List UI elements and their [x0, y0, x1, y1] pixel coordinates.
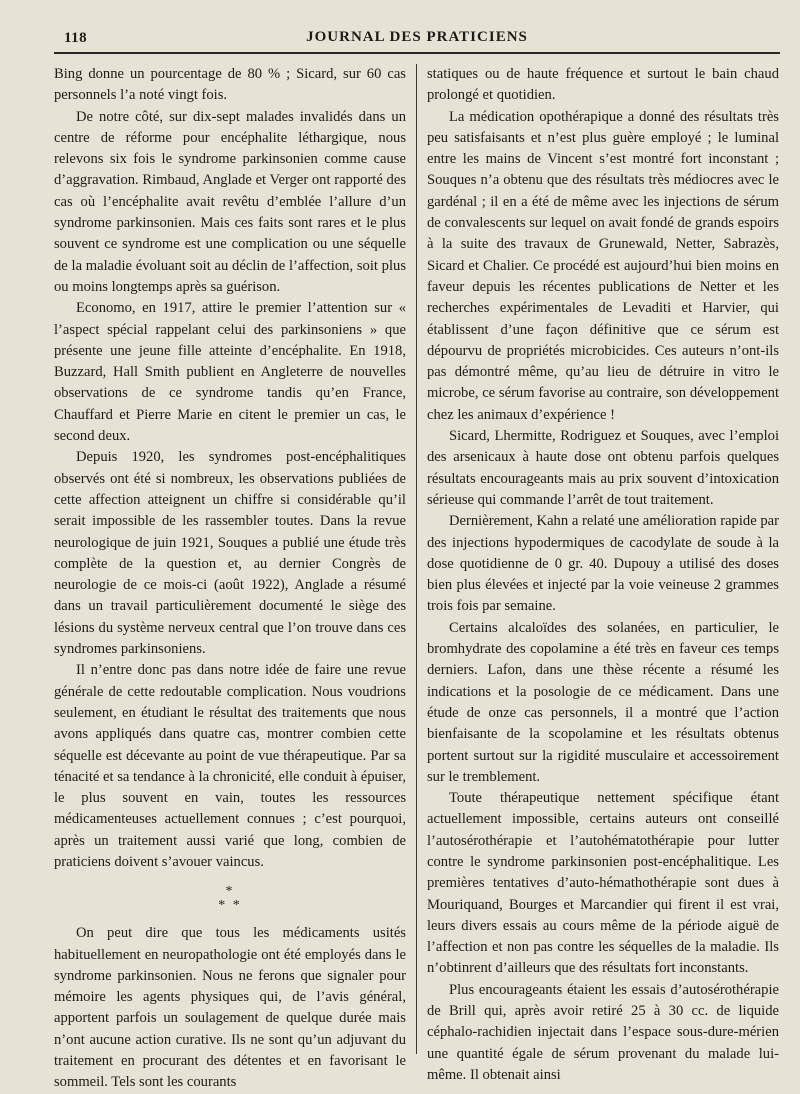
separator-asterisks-bottom: * *	[218, 898, 242, 914]
paragraph: Certains alcaloïdes des solanées, en particulier, le bromhydrate des copolamine a été très en faveur ces temps derniers. Lafon, dans une thèse récente a résumé les indications et la posologie de ce médicament. Dans une étude de onze cas personnels, il a montré que l’action bienfaisante de la scopolamine et les résultats obtenus portent surtout sur la rigidité musculaire et accessoirement sur le tremblement.	[427, 619, 779, 785]
paragraph: Plus encourageants étaient les essais d’autosérothérapie de Brill qui, après avoir retiré 25 à 30 cc. de liquide céphalo-rachidien injectait dans l’espace sous-dure-mérien une quantité égale de sérum provenant du malade lui-même. Il obtenait ainsi	[427, 981, 779, 1083]
text-columns	[54, 64, 780, 1091]
paragraph: Bing donne un pourcentage de 80 % ; Sicard, sur 60 cas personnels l’a noté vingt fois.	[54, 66, 406, 104]
paragraph-continuation: statiques ou de haute fréquence et surtout le bain chaud prolongé et quotidien.	[427, 66, 779, 104]
paragraph: De notre côté, sur dix-sept malades invalidés dans un centre de réforme pour encéphalite léthargique, nous relevons six fois le syndrome parkinsonien comme cause d’aggravation. Rimbaud, Anglade et Verger ont rapporté des cas où l’encéphalite avait revêtu d’emblée l’allure d’un syndrome parkinsonien. Mais ces faits sont rares et le plus souvent ce syndrome est une complication ou une séquelle de la maladie évoluant soit au déclin de l’affection, soit plus ou moins longtemps après sa guérison.	[54, 108, 406, 295]
paragraph: Depuis 1920, les syndromes post-encéphalitiques observés ont été si nombreux, les observations publiées de cette affection atteignent un chiffre si considérable qu’il serait impossible de les rassembler toutes. Dans la revue neurologique de juin 1921, Souques a publié une étude très complète de la question et, au dernier Congrès de neurologie de ce mois-ci (août 1922), Anglade a résumé dans un travail particulièrement documenté le siège des lésions du système nerveux central que l’on trouve dans ces syndromes parkinsoniens.	[54, 449, 406, 658]
paragraph: Economo, en 1917, attire le premier l’attention sur « l’aspect spécial rappelant celui des parkinsoniens » que présente une jeune fille atteinte d’encéphalite. En 1918, Buzzard, Hall Smith publient en Angleterre de nouvelles observations de ce syndrome tandis qu’en France, Chauffard et Pierre Marie en citent le premier un cas, le second deux.	[54, 300, 406, 445]
page-header	[54, 26, 780, 54]
paragraph: On peut dire que tous les médicaments usités habituellement en neuropathologie ont été employés dans le syndrome parkinsonien. Nous ne ferons que signaler pour mémoire les agents physiques qui, de l’avis général, apportent parfois un soulagement de quelque durée mais n’ont aucune action curative. Ils ne sont qu’un adjuvant du traitement en procurant des détentes et en favorisant le sommeil. Tels sont les courants	[54, 925, 406, 1091]
left-column	[54, 64, 416, 1091]
running-title: JOURNAL DES PRATICIENS	[306, 29, 528, 45]
separator-asterisk-top: *	[225, 884, 235, 900]
paragraph: Toute thérapeutique nettement spécifique étant actuellement impossible, certains auteurs ont conseillé l’autosérothérapie et l’autohématothérapie pour lutter contre le syndrome parkinsonien post-encéphalitique. Les premières tentatives d’auto-hémathothérapie sont dues à Mouriquand, Bourges et Marcandier qui firent il est vrai, leurs divers essais au cours même de la période aiguë de l’affection et non pas contre les séquelles de la maladie. Ils n’obtinrent d’ailleurs que des résultats fort inconstants.	[427, 790, 779, 977]
right-column	[417, 64, 779, 1083]
page-number: 118	[64, 30, 88, 46]
section-separator	[54, 885, 406, 913]
paragraph: La médication opothérapique a donné des résultats très peu satisfaisants et n’est plus guère employé ; le luminal entre les mains de Vincent s’est montré fort inconstant ; Souques n’a obtenu que des résultats très médiocres avec le gardénal ; il en a été de même avec les injections de sérum de convalescents sur lequel on avait fondé de grands espoirs à la suite des travaux de Grunewald, Netter, Sabrazès, Sicard et Chalier. Ce procédé est aujourd’hui bien moins en faveur depuis les récentes publications de Netter et les recherches expérimentales de Levaditi et Harvier, qui établissent d’une façon définitive que ce sérum est dépourvu de propriétés microbicides. Ces auteurs n’ont-ils pas démontré même, qu’au lieu de détruire in vitro le microbe, ce sérum favorise au contraire, son développement chez les animaux d’expérience !	[427, 108, 779, 423]
paragraph: Sicard, Lhermitte, Rodriguez et Souques, avec l’emploi des arsenicaux à haute dose ont obtenu parfois quelques résultats encourageants mais au prix souvent d’intoxication sérieuse qui commande l’arrêt de tout traitement.	[427, 428, 779, 508]
paragraph: Il n’entre donc pas dans notre idée de faire une revue générale de cette redoutable complication. Nous voudrions seulement, en étudiant le résultat des traitements que nous avons appliqués dans quatre cas, montrer combien cette séquelle est décevante au point de vue thérapeutique. Par sa ténacité et sa tendance à la chronicité, elle conduit à épuiser, le plus souvent en vain, toutes les ressources médicamenteuses actuellement connues ; c’est pourquoi, après un traitement aussi varié que long, combien de praticiens doivent s’avouer vaincus.	[54, 662, 406, 870]
paragraph: Dernièrement, Kahn a relaté une amélioration rapide par des injections hypodermiques de cacodylate de soude à la dose quotidienne de 0 gr. 40. Dupouy a utilisé des doses bien plus élevées et injecté par la voie veineuse 2 grammes trois fois par semaine.	[427, 513, 779, 615]
